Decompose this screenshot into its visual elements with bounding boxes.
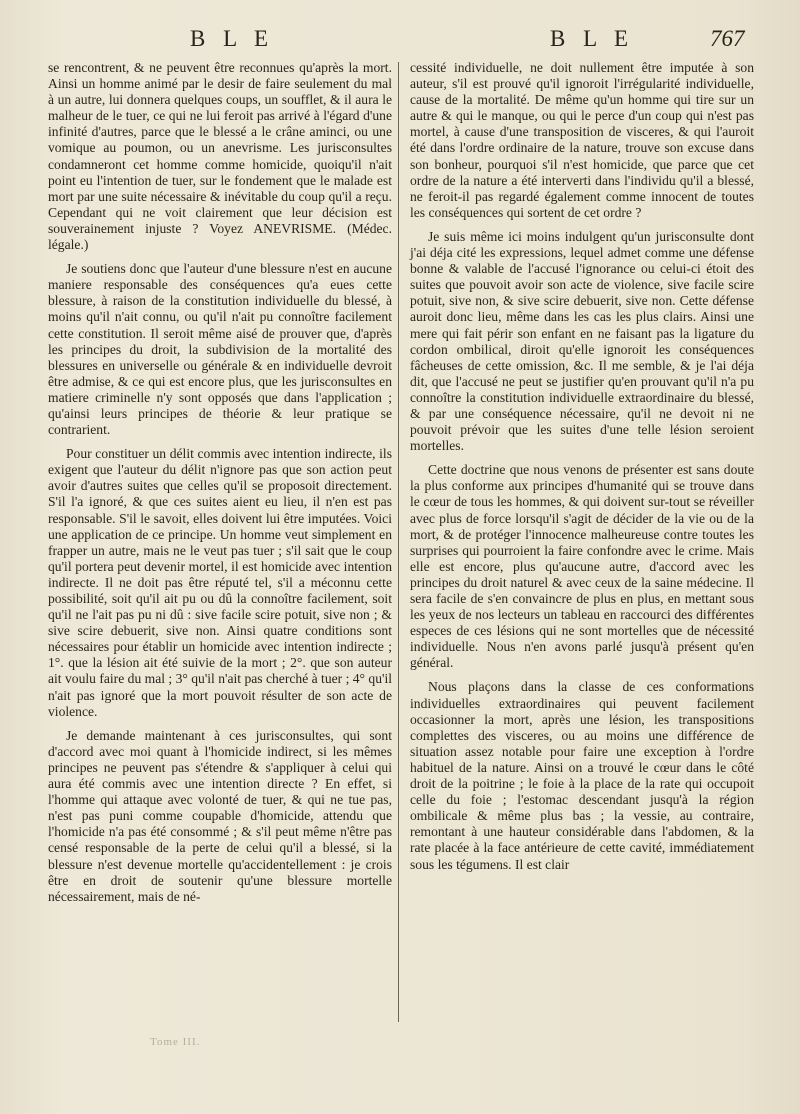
- left-column: [48, 60, 392, 905]
- page-number: 767: [710, 26, 745, 51]
- right-paragraph-2: Je suis même ici moins indulgent qu'un jurisconsulte dont j'ai déja cité les expressions, lequel admet comme une défense bonne & valable de l'accusé l'ignorance ou celui-ci étoit des suites que pouvoit avoir son acte de violence, sive facile scire potuit, sive non, & sive scire debuerit, sive non. Cette défense auroit donc lieu, même dans les cas les plus clairs. Ainsi une mere qui fait périr son enfant en ne faisant pas la ligature du cordon ombilical, diroit qu'elle ignoroit les conséquences fâcheuses de cette omission, &c. Il me semble, & je l'ai déja dit, que l'accusé ne peut se justifier qu'en prouvant qu'il n'a pu connoître la constitution individuelle extraordinaire du blessé, & par une conséquence nécessaire, qu'il ne devoit ni ne pouvoit prévoir que les suites d'une telle lésion seroient mortelles.: [410, 228, 754, 454]
- footer-bleedthrough: Tome III.: [150, 1036, 201, 1048]
- right-paragraph-1: cessité individuelle, ne doit nullement être imputée à son auteur, s'il est prouvé qu'il ignoroit l'irrégularité individuelle, cause de la mortalité. De même qu'un homme qui tire sur un autre & qui le manque, ou qui le perce d'un coup qui n'est pas mortel, à cause d'une transposition de visceres, & qui l'auroit été dans l'ordre ordinaire de la nature, trouve son excuse dans son bonheur, pourquoi s'il n'est homicide, que parce que cet ordre de la nature a été interverti dans l'individu qu'il a blessé, ne feroit-il pas regardé également comme innocent de toutes les conséquences qui sortent de cet ordre ?: [410, 60, 754, 220]
- left-paragraph-2: Je soutiens donc que l'auteur d'une blessure n'est en aucune maniere responsable des conséquences qu'a eues cette blessure, à raison de la constitution individuelle du blessé, à moins qu'il n'ait connu, ou qu'il n'ait pu connoître facilement cette constitution. Il seroit même aisé de prouver que, d'après les principes du droit, la subdivision de la mortalité des blessures en universelle ou générale & en individuelle devroit être admise, & ce qui est encore plus, que les jurisconsultes en matiere criminelle n'y sont opposés que dans l'application ; qu'ainsi leurs principes de théorie & leur pratique se contrarient.: [48, 261, 392, 438]
- right-column: [410, 60, 754, 873]
- right-paragraph-3: Cette doctrine que nous venons de présenter est sans doute la plus conforme aux principes d'humanité qui se trouve dans le cœur de tous les hommes, & qui doivent sur-tout se réveiller avec plus de force lorsqu'il s'agit de décider de la vie ou de la mort, & de protéger l'innocence malheureuse contre toutes les surprises qui pourroient la faire confondre avec le crime. Mais elle est encore, plus qu'aucune autre, d'accord avec les principes du droit naturel & avec ceux de la saine médecine. Il sera facile de s'en convaincre de plus en plus, en mettant sous les yeux de nos lecteurs un tableau en raccourci des différentes especes de ces lésions qui ne sont mortelles que de nécessité individuelle. Nous n'en avons parlé jusqu'à présent qu'en général.: [410, 462, 754, 671]
- running-header: [0, 26, 800, 56]
- left-paragraph-4: Je demande maintenant à ces jurisconsultes, qui sont d'accord avec moi quant à l'homicide indirect, si les mêmes principes ne peuvent pas s'étendre & s'appliquer à celui qui aura été commis avec une intention directe ? En effet, si l'homme qui attaque avec volonté de tuer, & qui ne tue pas, n'est pas puni comme coupable d'homicide, attendu que l'homicide n'a pas été consommé ; & s'il peut même n'être pas censé responsable de la perte de celui qu'il a blessé, si la blessure n'est devenue mortelle qu'accidentellement : je crois être en droit de soutenir qu'une blessure mortelle nécessairement, mais de né-: [48, 727, 392, 904]
- left-paragraph-3: Pour constituer un délit commis avec intention indirecte, ils exigent que l'auteur du délit n'ignore pas que son action peut avoir d'autres suites que celles qu'il se proposoit directement. S'il l'a ignoré, & que ces suites aient eu lieu, il n'en est pas responsable. S'il le savoit, elles doivent lui être imputées. Voici une application de ce principe. Un homme veut simplement en frapper un autre, mais ne le veut pas tuer ; s'il sait que le coup qu'il portera peut devenir mortel, il est homicide avec intention indirecte. Il ne doit pas être réputé tel, s'il a méconnu cette possibilité, soit qu'il ait pu ou dû la connoître facilement, soit qu'il ne l'ait pas pu ni dû : sive facile scire potuit, sive non ; & sive scire debuerit, sive non. Ainsi quatre conditions sont nécessaires pour établir un homicide avec intention indirecte ; 1°. que la lésion ait été suivie de la mort ; 2°. que son auteur ait voulu faire du mal ; 3° qu'il n'ait pas cherché à tuer ; 4° qu'il n'ait pas ignoré que la mort pouvoit résulter de son acte de violence.: [48, 446, 392, 719]
- header-right-word: B L E: [550, 26, 635, 51]
- right-paragraph-4: Nous plaçons dans la classe de ces conformations individuelles extraordinaires qui peuvent facilement occasionner la mort, après une lésion, les transpositions complettes des visceres, ou au moins une différence de situation assez notable pour faire une exception à l'ordre habituel de la nature. Ainsi on a trouvé le cœur dans le côté droit de la poitrine ; le foie à la place de la rate qui occupoit celle du foie ; l'estomac descendant jusqu'à la région ombilicale & même plus bas ; la vessie, au contraire, remontant à une hauteur considérable dans l'abdomen, & la rate placée à la face antérieure de cette cavité, immédiatement sous les tégumens. Il est clair: [410, 679, 754, 872]
- column-divider: [398, 62, 399, 1022]
- header-left-word: B L E: [190, 26, 275, 51]
- left-paragraph-1: se rencontrent, & ne peuvent être reconnues qu'après la mort. Ainsi un homme animé par le desir de faire seulement du mal à un autre, lui donnera quelques coups, un soufflet, & il aura le malheur de le tuer, ce qui ne lui feroit pas arrivé à l'égard d'une infinité d'autres, parce que le blessé a le crâne aminci, ou une vomique au poumon, ou un anevrisme. Les jurisconsultes condamneront cet homme comme homicide, quoiqu'il n'ait point eu l'intention de tuer, sur le fondement que le malade est mort par une suite nécessaire & inévitable du coup qu'il a reçu. Cependant qui ne voit clairement que leur décision est souverainement injuste ? Voyez ANEVRISME. (Médec. légale.): [48, 60, 392, 253]
